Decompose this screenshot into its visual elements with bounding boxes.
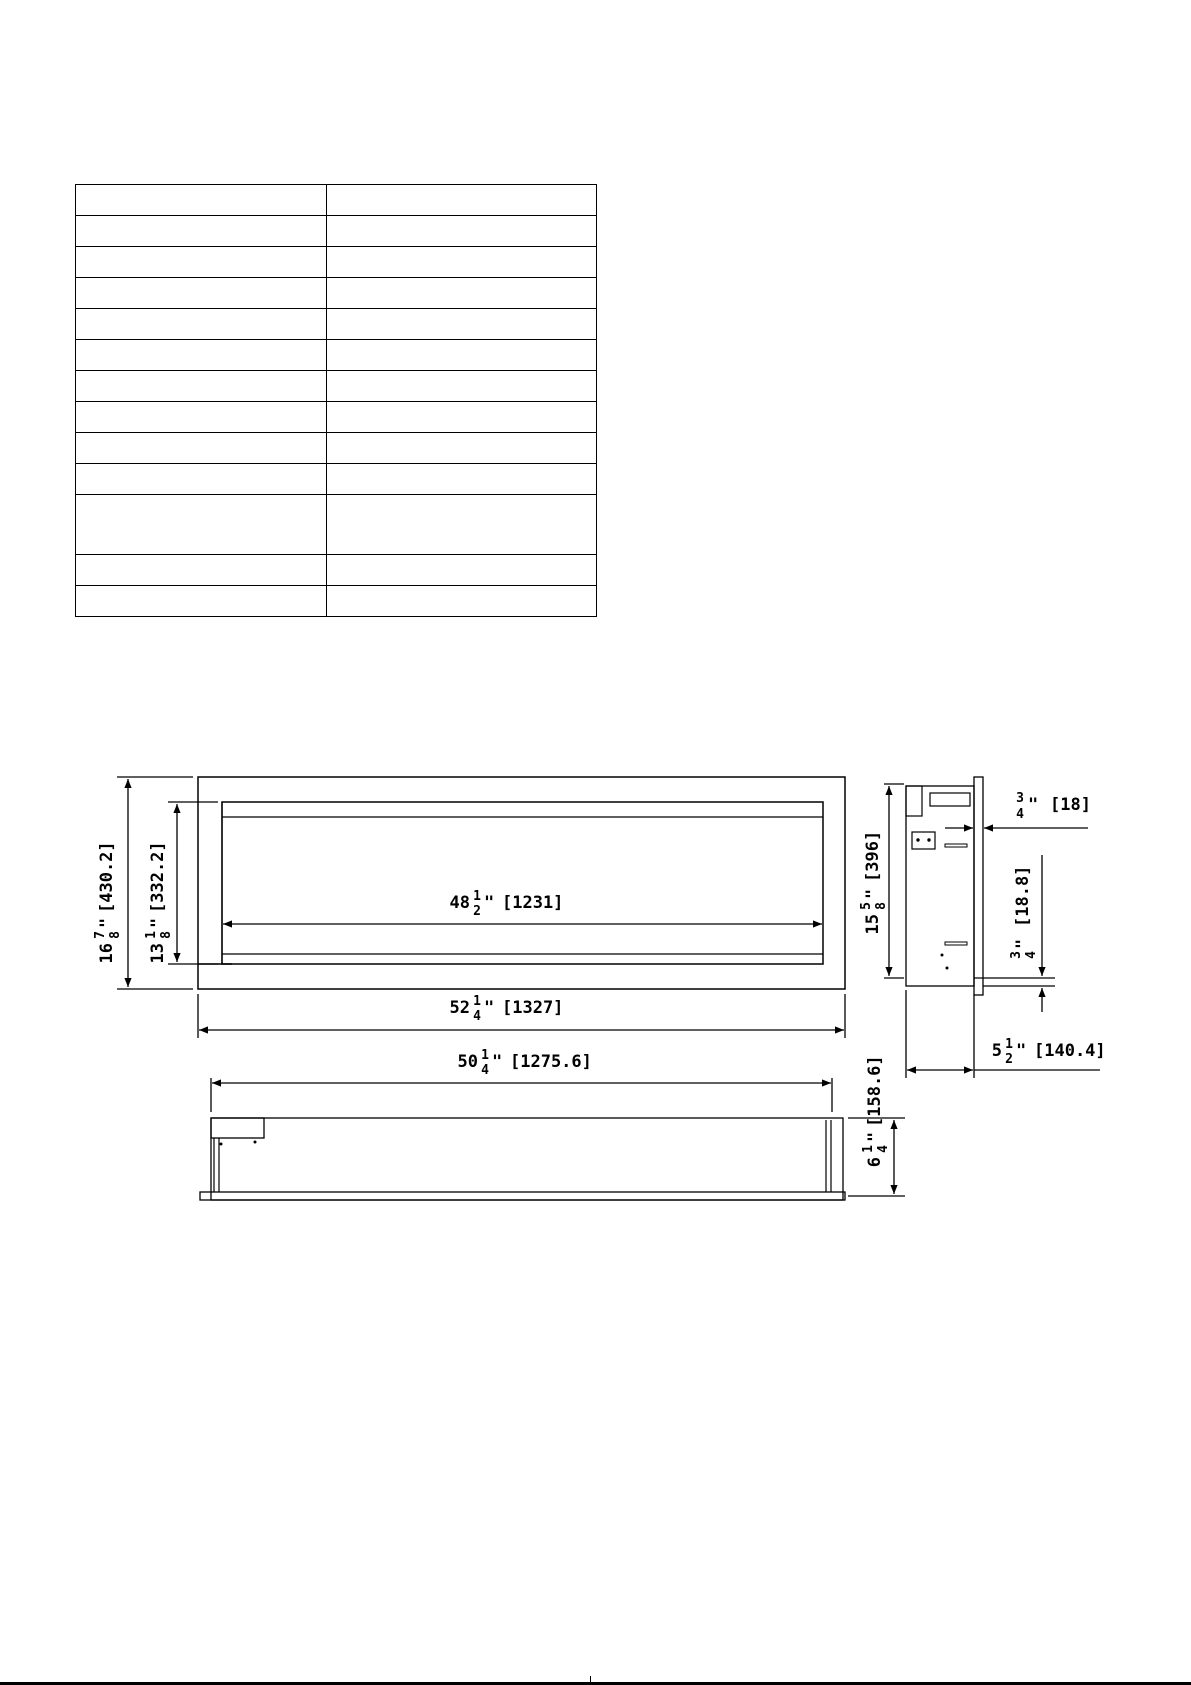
front-outer-frame (198, 777, 845, 989)
spec-table-body (76, 185, 597, 617)
dim-label-front-overall-width (450, 994, 564, 1024)
dim-label-front-opening-width-num: 1 (473, 889, 481, 904)
side-screw-dot (941, 954, 943, 956)
side-switch-dot (928, 839, 930, 841)
dim-label-top-width (458, 1048, 592, 1078)
dim-label-top-width-inch: " (492, 1052, 503, 1072)
dim-label-front-overall-height-inch: " (97, 917, 117, 928)
spec-table-row (76, 216, 597, 247)
spec-label-cell (76, 371, 327, 402)
spec-table-row (76, 586, 597, 617)
dim-label-side-depth-num: 1 (1005, 1037, 1013, 1052)
spec-label-cell (76, 309, 327, 340)
spec-value-cell (327, 185, 597, 216)
spec-value-cell (327, 586, 597, 617)
spec-label-cell (76, 495, 327, 555)
spec-table-row (76, 464, 597, 495)
dim-label-top-depth-whole: 6 (865, 1157, 885, 1168)
side-vent-slot (930, 793, 970, 806)
dimension-drawing (0, 760, 1191, 1220)
spec-table-row (76, 340, 597, 371)
spec-value-cell (327, 464, 597, 495)
spec-value-cell (327, 309, 597, 340)
front-view (198, 777, 845, 989)
spec-value-cell (327, 216, 597, 247)
spec-table-row (76, 309, 597, 340)
dim-label-side-frame-thickness-num: 3 (1016, 791, 1024, 806)
dim-label-side-height-inch: " (863, 888, 883, 899)
dim-label-top-width-num: 1 (481, 1048, 489, 1063)
dim-label-front-overall-height (93, 841, 123, 963)
spec-label-cell (76, 340, 327, 371)
spec-label-cell (76, 185, 327, 216)
dim-label-top-depth-den: 4 (876, 1145, 891, 1153)
spec-value-cell (327, 340, 597, 371)
dim-label-side-bottom-offset-metric: [18.8] (1013, 865, 1033, 927)
spec-table-row (76, 371, 597, 402)
spec-value-cell (327, 495, 597, 555)
side-switch-box (912, 832, 935, 849)
dim-label-front-opening-width-den: 2 (473, 904, 481, 919)
dim-label-top-depth-inch: " (865, 1131, 885, 1142)
side-top-box (906, 786, 922, 816)
dim-label-side-height-metric: [396] (863, 830, 883, 882)
dim-label-front-opening-width-inch: " (484, 893, 495, 913)
front-opening (222, 802, 823, 964)
dim-label-front-opening-height-whole: 13 (148, 943, 168, 964)
spec-value-cell (327, 371, 597, 402)
side-screw-dot (946, 967, 948, 969)
spec-label-cell (76, 464, 327, 495)
dim-label-side-height (859, 831, 889, 935)
spec-table-row (76, 555, 597, 586)
spec-value-cell (327, 247, 597, 278)
side-slot-upper (945, 844, 967, 847)
dim-label-side-depth-whole: 5 (991, 1041, 1002, 1061)
dim-label-front-overall-width-whole: 52 (449, 998, 470, 1018)
dim-label-side-bottom-offset-inch: " (1013, 938, 1033, 949)
side-slot-lower (945, 942, 967, 945)
side-front-frame (974, 777, 983, 995)
top-control-box (211, 1118, 264, 1138)
spec-value-cell (327, 433, 597, 464)
top-front-flange (200, 1192, 845, 1200)
spec-value-cell (327, 555, 597, 586)
dim-label-front-overall-height-num: 7 (93, 931, 108, 939)
dim-label-side-height-whole: 15 (863, 914, 883, 935)
spec-table-row (76, 433, 597, 464)
dim-label-top-width-den: 4 (481, 1063, 489, 1078)
dim-label-front-opening-height-den: 8 (159, 931, 174, 939)
dim-label-front-opening-width-metric: [1231] (502, 893, 564, 913)
front-labels (93, 841, 563, 1024)
dim-label-front-opening-height-metric: [332.2] (148, 841, 168, 913)
spec-value-cell (327, 278, 597, 309)
spec-label-cell (76, 247, 327, 278)
top-dimension-lines (211, 1078, 905, 1196)
spec-table-row (76, 185, 597, 216)
dim-label-side-bottom-offset (1009, 866, 1039, 959)
dim-label-side-depth-metric: [140.4] (1034, 1041, 1106, 1061)
dim-label-front-overall-height-whole: 16 (97, 943, 117, 964)
side-dimension-lines (884, 784, 1100, 1078)
dim-label-side-height-num: 5 (859, 902, 874, 910)
dim-label-top-depth (861, 1055, 891, 1167)
spec-label-cell (76, 433, 327, 464)
top-view (200, 1118, 845, 1200)
dim-label-side-depth (992, 1037, 1106, 1067)
side-labels (859, 791, 1106, 1067)
dim-label-side-frame-thickness (1016, 791, 1091, 822)
dim-label-side-depth-inch: " (1016, 1041, 1027, 1061)
front-dimension-lines (117, 777, 845, 1038)
dim-label-top-depth-metric: [158.6] (865, 1055, 885, 1127)
side-switch-dot (917, 839, 919, 841)
dim-label-side-frame-thickness-den: 4 (1016, 807, 1024, 822)
dim-label-side-bottom-offset-den: 4 (1024, 951, 1039, 959)
spec-table-row (76, 278, 597, 309)
spec-label-cell (76, 278, 327, 309)
dim-label-front-overall-width-den: 4 (473, 1009, 481, 1024)
spec-label-cell (76, 216, 327, 247)
spec-label-cell (76, 402, 327, 433)
top-screw-dot (220, 1143, 222, 1145)
dim-label-front-opening-height (144, 841, 174, 963)
dim-label-front-overall-width-metric: [1327] (502, 998, 564, 1018)
dim-label-front-opening-width-whole: 48 (449, 893, 470, 913)
spec-table-row (76, 495, 597, 555)
spec-table-row (76, 247, 597, 278)
dim-label-top-width-whole: 50 (457, 1052, 478, 1072)
dim-label-front-opening-height-inch: " (148, 917, 168, 928)
top-body (211, 1118, 843, 1200)
spec-table (75, 184, 597, 617)
dim-label-front-overall-height-metric: [430.2] (97, 841, 117, 913)
dim-label-side-frame-thickness-metric: [18] (1050, 795, 1091, 815)
top-screw-dot (254, 1141, 256, 1143)
dim-label-front-overall-width-num: 1 (473, 994, 481, 1009)
dim-label-front-opening-width (450, 889, 564, 919)
dim-label-front-opening-height-num: 1 (144, 931, 159, 939)
dim-label-side-depth-den: 2 (1005, 1052, 1013, 1067)
dim-label-side-height-den: 8 (874, 902, 889, 910)
dim-label-side-bottom-offset-num: 3 (1009, 951, 1024, 959)
page-bottom-tick (590, 1676, 591, 1685)
dim-label-top-width-metric: [1275.6] (510, 1052, 592, 1072)
spec-table-row (76, 402, 597, 433)
spec-label-cell (76, 586, 327, 617)
dim-label-front-overall-height-den: 8 (108, 931, 123, 939)
spec-label-cell (76, 555, 327, 586)
dim-label-front-overall-width-inch: " (484, 998, 495, 1018)
dim-label-side-frame-thickness-inch: " (1028, 795, 1039, 815)
spec-value-cell (327, 402, 597, 433)
dim-label-top-depth-num: 1 (861, 1145, 876, 1153)
